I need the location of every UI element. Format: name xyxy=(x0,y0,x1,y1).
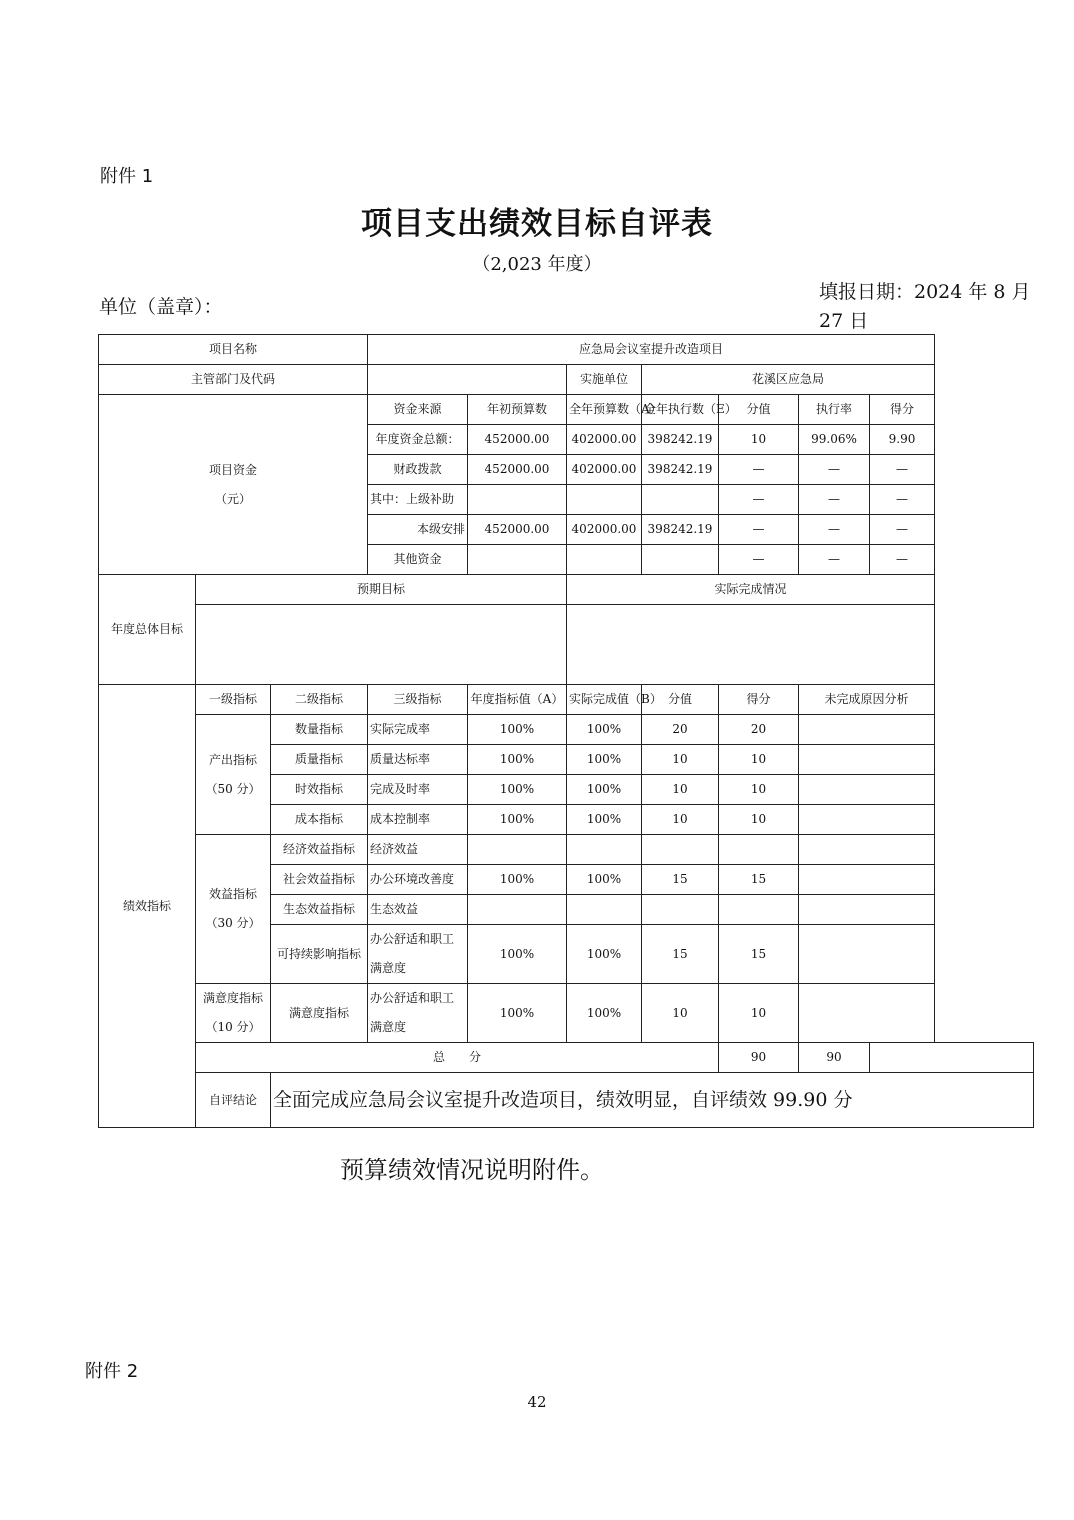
funds-cell: 452000.00 xyxy=(468,455,567,485)
perf-cell: 100% xyxy=(567,865,642,895)
attachment-2-label: 附件 2 xyxy=(85,1361,139,1382)
perf-cell xyxy=(799,865,935,895)
row-goal-header xyxy=(99,575,1034,605)
funds-cell: 9.90 xyxy=(870,425,935,455)
annual-goal-label: 年度总体目标 xyxy=(99,575,196,685)
project-name-label: 项目名称 xyxy=(99,335,368,365)
conclusion-text: 全面完成应急局会议室提升改造项目，绩效明显，自评绩效 99.90 分 xyxy=(271,1073,1034,1128)
perf-cell: 10 xyxy=(719,984,799,1043)
row-goal-body xyxy=(99,605,1034,685)
department-value xyxy=(368,365,567,395)
perf-cell: 满意度指标 xyxy=(271,984,368,1043)
perf-cell: 生态效益 xyxy=(368,895,468,925)
perf-cell: 可持续影响指标 xyxy=(271,925,368,984)
funds-cell: — xyxy=(799,485,870,515)
funds-cell xyxy=(567,485,642,515)
funds-header: 全年执行数（E） xyxy=(642,395,719,425)
funds-cell: 402000.00 xyxy=(567,515,642,545)
funds-cell: 452000.00 xyxy=(468,425,567,455)
perf-cell: 生态效益指标 xyxy=(271,895,368,925)
perf-cell: 15 xyxy=(719,865,799,895)
output-label xyxy=(196,715,271,835)
satisfaction-label xyxy=(196,984,271,1043)
perf-cell: 数量指标 xyxy=(271,715,368,745)
funds-cell xyxy=(567,545,642,575)
perf-cell: 社会效益指标 xyxy=(271,865,368,895)
goal-actual xyxy=(567,605,935,685)
perf-cell xyxy=(642,835,719,865)
row-output xyxy=(99,715,1034,745)
perf-cell: 经济效益 xyxy=(368,835,468,865)
impl-unit-label: 实施单位 xyxy=(567,365,642,395)
total-got: 90 xyxy=(799,1043,870,1073)
perf-cell: 100% xyxy=(468,925,567,984)
funds-cell: 10 xyxy=(719,425,799,455)
output-label-line1: 产出指标 xyxy=(208,752,257,767)
funds-cell xyxy=(468,485,567,515)
row-total xyxy=(99,1043,1034,1073)
goal-expected-header: 预期目标 xyxy=(196,575,567,605)
perf-cell: 15 xyxy=(642,925,719,984)
funds-cell: — xyxy=(870,515,935,545)
funds-cell: — xyxy=(870,455,935,485)
funds-cell: 398242.19 xyxy=(642,455,719,485)
perf-cell xyxy=(468,895,567,925)
funds-label-line2: （元） xyxy=(214,491,251,506)
funds-cell: — xyxy=(799,545,870,575)
perf-cell: 100% xyxy=(468,805,567,835)
funds-header: 全年预算数（A） xyxy=(567,395,642,425)
row-benefit xyxy=(99,835,1034,865)
funds-cell: — xyxy=(719,455,799,485)
perf-cell: 10 xyxy=(719,775,799,805)
perf-cell: 经济效益指标 xyxy=(271,835,368,865)
perf-cell: 20 xyxy=(719,715,799,745)
perf-cell xyxy=(799,925,935,984)
perf-cell xyxy=(799,984,935,1043)
funds-label-line1: 项目资金 xyxy=(208,462,257,477)
perf-cell: 办公舒适和职工满意度 xyxy=(368,925,468,984)
funds-cell: 99.06% xyxy=(799,425,870,455)
perf-cell xyxy=(799,805,935,835)
perf-cell: 100% xyxy=(468,745,567,775)
perf-header: 年度指标值（A） xyxy=(468,685,567,715)
benefit-label xyxy=(196,835,271,984)
funds-cell: 本级安排 xyxy=(368,515,468,545)
satisfaction-label-line2: （10 分） xyxy=(205,1020,261,1034)
funds-header: 执行率 xyxy=(799,395,870,425)
perf-header: 二级指标 xyxy=(271,685,368,715)
perf-cell: 10 xyxy=(642,805,719,835)
perf-cell xyxy=(567,835,642,865)
funds-cell: — xyxy=(799,455,870,485)
total-blank xyxy=(870,1043,1034,1073)
perf-cell: 15 xyxy=(719,925,799,984)
perf-indicator-label: 绩效指标 xyxy=(99,685,196,1128)
perf-cell: 100% xyxy=(567,984,642,1043)
funds-cell xyxy=(642,545,719,575)
perf-cell: 100% xyxy=(567,805,642,835)
perf-cell: 15 xyxy=(642,865,719,895)
project-name: 应急局会议室提升改造项目 xyxy=(368,335,935,365)
perf-cell: 100% xyxy=(567,775,642,805)
perf-cell: 完成及时率 xyxy=(368,775,468,805)
perf-cell: 10 xyxy=(719,745,799,775)
perf-cell: 10 xyxy=(719,805,799,835)
perf-cell: 实际完成率 xyxy=(368,715,468,745)
funds-label xyxy=(99,395,368,575)
goal-expected xyxy=(196,605,567,685)
perf-cell: 100% xyxy=(567,715,642,745)
satisfaction-label-line1: 满意度指标 xyxy=(202,991,263,1005)
self-evaluation-table xyxy=(98,334,1034,1128)
row-satisfaction xyxy=(99,984,1034,1043)
perf-cell: 10 xyxy=(642,745,719,775)
output-label-line2: （50 分） xyxy=(205,781,261,796)
perf-cell: 100% xyxy=(468,715,567,745)
funds-cell: 年度资金总额： xyxy=(368,425,468,455)
perf-header: 一级指标 xyxy=(196,685,271,715)
page-title: 项目支出绩效目标自评表 xyxy=(361,206,713,242)
funds-cell: 其他资金 xyxy=(368,545,468,575)
attachment-label: 附件 1 xyxy=(100,166,154,187)
funds-cell: — xyxy=(870,545,935,575)
perf-header: 得分 xyxy=(719,685,799,715)
perf-cell: 时效指标 xyxy=(271,775,368,805)
total-score: 90 xyxy=(719,1043,799,1073)
funds-cell: 452000.00 xyxy=(468,515,567,545)
goal-actual-header: 实际完成情况 xyxy=(567,575,935,605)
perf-cell: 10 xyxy=(642,984,719,1043)
row-project-name xyxy=(99,335,1034,365)
funds-cell: 402000.00 xyxy=(567,455,642,485)
perf-cell: 质量指标 xyxy=(271,745,368,775)
impl-unit-value: 花溪区应急局 xyxy=(642,365,935,395)
perf-cell: 100% xyxy=(468,865,567,895)
perf-cell xyxy=(719,895,799,925)
page-number: 42 xyxy=(527,1393,547,1411)
conclusion-label: 自评结论 xyxy=(196,1073,271,1128)
fiscal-year: （2,023 年度） xyxy=(472,254,602,275)
perf-cell xyxy=(799,745,935,775)
funds-cell: 398242.19 xyxy=(642,515,719,545)
perf-cell: 100% xyxy=(567,925,642,984)
perf-cell: 办公舒适和职工满意度 xyxy=(368,984,468,1043)
perf-cell: 10 xyxy=(642,775,719,805)
perf-header: 分值 xyxy=(642,685,719,715)
funds-cell: — xyxy=(719,545,799,575)
funds-cell: — xyxy=(799,515,870,545)
perf-cell xyxy=(799,835,935,865)
funds-cell: 402000.00 xyxy=(567,425,642,455)
funds-cell xyxy=(468,545,567,575)
funds-cell: — xyxy=(719,515,799,545)
perf-header: 三级指标 xyxy=(368,685,468,715)
funds-header: 得分 xyxy=(870,395,935,425)
perf-cell: 100% xyxy=(468,984,567,1043)
perf-header: 未完成原因分析 xyxy=(799,685,935,715)
perf-cell xyxy=(799,775,935,805)
perf-header: 实际完成值（B） xyxy=(567,685,642,715)
perf-cell xyxy=(642,895,719,925)
funds-cell: 398242.19 xyxy=(642,425,719,455)
benefit-label-line2: （30 分） xyxy=(205,916,261,930)
funds-cell: — xyxy=(719,485,799,515)
budget-note: 预算绩效情况说明附件。 xyxy=(340,1156,604,1184)
perf-cell: 办公环境改善度 xyxy=(368,865,468,895)
funds-header: 年初预算数 xyxy=(468,395,567,425)
perf-cell: 20 xyxy=(642,715,719,745)
row-perf-header xyxy=(99,685,1034,715)
fill-date: 填报日期：2024 年 8 月 27 日 xyxy=(819,281,1031,332)
funds-cell xyxy=(642,485,719,515)
perf-cell xyxy=(799,715,935,745)
row-funds-header xyxy=(99,395,1034,425)
perf-cell xyxy=(799,895,935,925)
funds-cell: — xyxy=(870,485,935,515)
perf-cell xyxy=(567,895,642,925)
perf-cell xyxy=(468,835,567,865)
funds-cell: 其中：上级补助 xyxy=(368,485,468,515)
funds-header: 资金来源 xyxy=(368,395,468,425)
perf-cell: 质量达标率 xyxy=(368,745,468,775)
unit-label: 单位（盖章）： xyxy=(99,296,223,318)
perf-cell: 100% xyxy=(567,745,642,775)
perf-cell: 成本控制率 xyxy=(368,805,468,835)
perf-cell: 100% xyxy=(468,775,567,805)
benefit-label-line1: 效益指标 xyxy=(208,887,257,901)
perf-cell xyxy=(719,835,799,865)
total-label: 总 分 xyxy=(196,1043,719,1073)
row-conclusion xyxy=(99,1073,1034,1128)
department-label: 主管部门及代码 xyxy=(99,365,368,395)
row-department xyxy=(99,365,1034,395)
funds-header: 分值 xyxy=(719,395,799,425)
perf-cell: 成本指标 xyxy=(271,805,368,835)
funds-cell: 财政拨款 xyxy=(368,455,468,485)
